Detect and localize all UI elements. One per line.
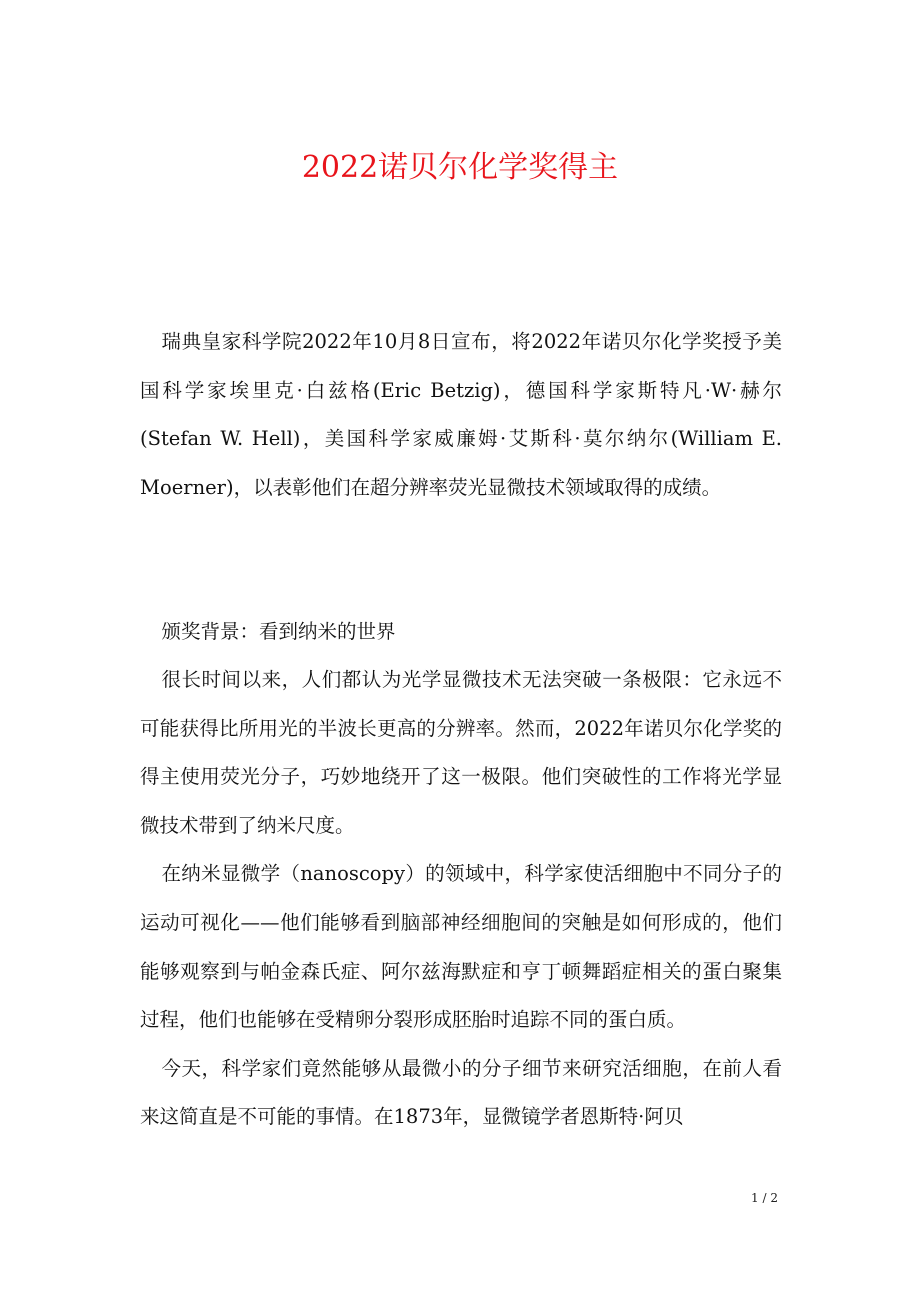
- document-title: 2022诺贝尔化学奖得主: [301, 150, 619, 185]
- paragraph-resolution-limit: 很长时间以来，人们都认为光学显微技术无法突破一条极限：它永远不可能获得比所用光的半波长更高的分辨率。然而，2022年诺贝尔化学奖的得主使用荧光分子，巧妙地绕开了这一极限。他们突破性的工作将光学显微技术带到了纳米尺度。: [140, 668, 782, 837]
- intro-paragraph: 瑞典皇家科学院2022年10月8日宣布，将2022年诺贝尔化学奖授予美国科学家埃里克·白兹格(Eric Betzig)，德国科学家斯特凡·W·赫尔(Stefan W. Hell)，美国科学家威廉姆·艾斯科·莫尔纳尔(William E. Moerner)，以表彰他们在超分辨率荧光显微技术领域取得的成绩。: [140, 330, 782, 499]
- body-text-flow: [140, 656, 782, 1142]
- section-heading: 颁奖背景：看到纳米的世界: [161, 620, 396, 643]
- paragraph-living-cells: 今天，科学家们竟然能够从最微小的分子细节来研究活细胞，在前人看来这简直是不可能的事情。在1873年，显微镜学者恩斯特·阿贝: [140, 1056, 782, 1129]
- page-number: 1 / 2: [751, 1191, 778, 1205]
- paragraph-nanoscopy: 在纳米显微学（nanoscopy）的领域中，科学家使活细胞中不同分子的运动可视化——他们能够看到脑部神经细胞间的突触是如何形成的，他们能够观察到与帕金森氏症、阿尔兹海默症和亨丁顿舞蹈症相关的蛋白聚集过程，他们也能够在受精卵分裂形成胚胎时追踪不同的蛋白质。: [140, 862, 782, 1032]
